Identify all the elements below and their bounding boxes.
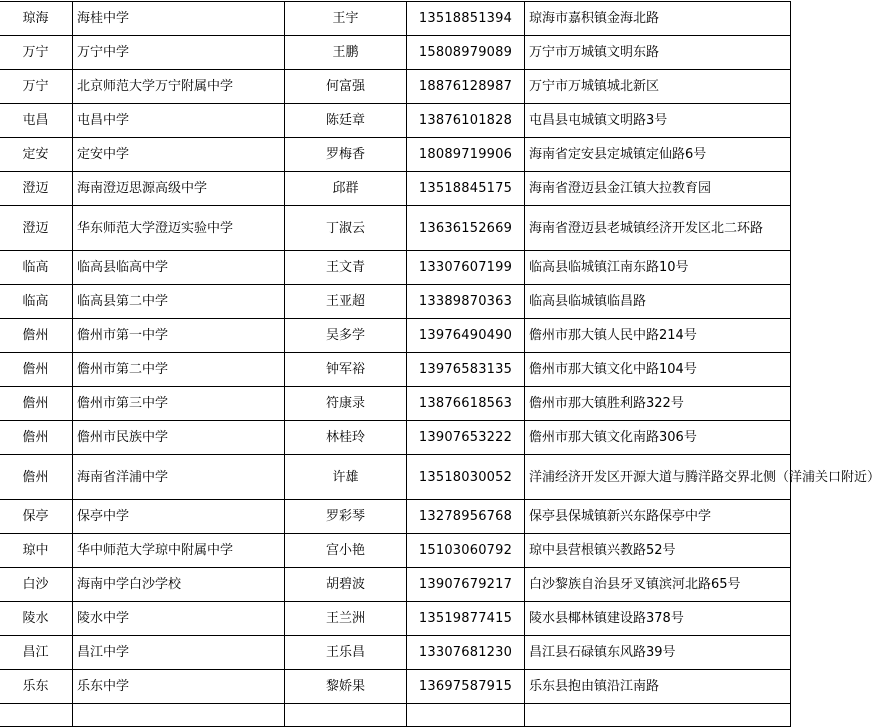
contact-name-cell: 王宇	[285, 2, 407, 36]
school-cell: 华中师范大学琼中附属中学	[73, 534, 285, 568]
school-cell: 海南澄迈思源高级中学	[73, 172, 285, 206]
phone-cell: 13519877415	[407, 602, 525, 636]
school-cell	[73, 704, 285, 727]
school-cell: 海南中学白沙学校	[73, 568, 285, 602]
table-row	[0, 455, 791, 500]
address-cell: 临高县临城镇江南东路10号	[525, 251, 791, 285]
address-cell: 儋州市那大镇人民中路214号	[525, 319, 791, 353]
table-row	[0, 104, 791, 138]
region-cell: 陵水	[0, 602, 73, 636]
region-cell: 临高	[0, 251, 73, 285]
address-cell: 乐东县抱由镇沿江南路	[525, 670, 791, 704]
address-cell: 保亭县保城镇新兴东路保亭中学	[525, 500, 791, 534]
address-cell: 琼海市嘉积镇金海北路	[525, 2, 791, 36]
table-row	[0, 704, 791, 727]
table-row	[0, 138, 791, 172]
school-cell: 屯昌中学	[73, 104, 285, 138]
school-cell: 陵水中学	[73, 602, 285, 636]
region-cell: 乐东	[0, 670, 73, 704]
phone-cell: 13518030052	[407, 455, 525, 500]
contact-name-cell: 许雄	[285, 455, 407, 500]
contact-name-cell: 罗梅香	[285, 138, 407, 172]
region-cell: 儋州	[0, 455, 73, 500]
address-cell: 儋州市那大镇胜利路322号	[525, 387, 791, 421]
region-cell: 儋州	[0, 387, 73, 421]
phone-cell: 13697587915	[407, 670, 525, 704]
region-cell: 儋州	[0, 421, 73, 455]
region-cell: 万宁	[0, 70, 73, 104]
table-row	[0, 568, 791, 602]
school-cell: 儋州市第二中学	[73, 353, 285, 387]
address-cell: 海南省定安县定城镇定仙路6号	[525, 138, 791, 172]
region-cell: 屯昌	[0, 104, 73, 138]
contact-name-cell: 陈廷章	[285, 104, 407, 138]
address-cell: 万宁市万城镇城北新区	[525, 70, 791, 104]
contact-name-cell: 王乐昌	[285, 636, 407, 670]
address-cell: 海南省澄迈县老城镇经济开发区北二环路	[525, 206, 791, 251]
contact-name-cell: 黎娇果	[285, 670, 407, 704]
table-row	[0, 285, 791, 319]
table-row	[0, 353, 791, 387]
contact-name-cell: 王兰洲	[285, 602, 407, 636]
region-cell: 保亭	[0, 500, 73, 534]
contact-name-cell: 丁淑云	[285, 206, 407, 251]
phone-cell: 15103060792	[407, 534, 525, 568]
table-row	[0, 636, 791, 670]
school-cell: 昌江中学	[73, 636, 285, 670]
contact-table	[0, 1, 880, 727]
address-cell: 海南省澄迈县金江镇大拉教育园	[525, 172, 791, 206]
school-cell: 儋州市第三中学	[73, 387, 285, 421]
phone-cell: 13907679217	[407, 568, 525, 602]
region-cell: 澄迈	[0, 206, 73, 251]
school-cell: 乐东中学	[73, 670, 285, 704]
region-cell	[0, 704, 73, 727]
school-cell: 万宁中学	[73, 36, 285, 70]
region-cell: 昌江	[0, 636, 73, 670]
address-cell: 屯昌县屯城镇文明路3号	[525, 104, 791, 138]
table-row	[0, 534, 791, 568]
contact-name-cell: 罗彩琴	[285, 500, 407, 534]
school-cell: 儋州市民族中学	[73, 421, 285, 455]
address-cell	[525, 704, 791, 727]
contact-name-cell: 邱群	[285, 172, 407, 206]
phone-cell: 13907653222	[407, 421, 525, 455]
table-row	[0, 251, 791, 285]
table-row	[0, 421, 791, 455]
region-cell: 白沙	[0, 568, 73, 602]
table-row	[0, 319, 791, 353]
school-cell: 儋州市第一中学	[73, 319, 285, 353]
address-cell: 临高县临城镇临昌路	[525, 285, 791, 319]
school-cell: 临高县第二中学	[73, 285, 285, 319]
school-cell: 海南省洋浦中学	[73, 455, 285, 500]
address-cell: 洋浦经济开发区开源大道与腾洋路交界北侧（洋浦关口附近）	[525, 455, 791, 500]
contact-name-cell: 王鹏	[285, 36, 407, 70]
contact-name-cell: 何富强	[285, 70, 407, 104]
address-cell: 儋州市那大镇文化中路104号	[525, 353, 791, 387]
phone-cell: 13636152669	[407, 206, 525, 251]
address-cell: 白沙黎族自治县牙叉镇滨河北路65号	[525, 568, 791, 602]
school-cell: 北京师范大学万宁附属中学	[73, 70, 285, 104]
region-cell: 定安	[0, 138, 73, 172]
table-row	[0, 387, 791, 421]
phone-cell: 13976583135	[407, 353, 525, 387]
phone-cell: 13278956768	[407, 500, 525, 534]
phone-cell: 15808979089	[407, 36, 525, 70]
region-cell: 儋州	[0, 353, 73, 387]
phone-cell: 13876101828	[407, 104, 525, 138]
school-cell: 海桂中学	[73, 2, 285, 36]
school-cell: 华东师范大学澄迈实验中学	[73, 206, 285, 251]
table-row	[0, 172, 791, 206]
region-cell: 琼中	[0, 534, 73, 568]
phone-cell: 18089719906	[407, 138, 525, 172]
phone-cell: 13976490490	[407, 319, 525, 353]
phone-cell	[407, 704, 525, 727]
contact-name-cell: 钟军裕	[285, 353, 407, 387]
address-cell: 陵水县椰林镇建设路378号	[525, 602, 791, 636]
table-row	[0, 2, 791, 36]
school-cell: 临高县临高中学	[73, 251, 285, 285]
phone-cell: 13518845175	[407, 172, 525, 206]
phone-cell: 13518851394	[407, 2, 525, 36]
region-cell: 儋州	[0, 319, 73, 353]
region-cell: 琼海	[0, 2, 73, 36]
contact-name-cell: 王文青	[285, 251, 407, 285]
region-cell: 万宁	[0, 36, 73, 70]
table-body	[0, 2, 880, 727]
address-cell: 万宁市万城镇文明东路	[525, 36, 791, 70]
phone-cell: 13307607199	[407, 251, 525, 285]
contact-name-cell: 林桂玲	[285, 421, 407, 455]
table-row	[0, 206, 791, 251]
address-cell: 儋州市那大镇文化南路306号	[525, 421, 791, 455]
school-cell: 保亭中学	[73, 500, 285, 534]
address-cell: 琼中县营根镇兴教路52号	[525, 534, 791, 568]
table-row	[0, 36, 791, 70]
contact-name-cell: 王亚超	[285, 285, 407, 319]
contact-name-cell	[285, 704, 407, 727]
phone-cell: 13307681230	[407, 636, 525, 670]
school-cell: 定安中学	[73, 138, 285, 172]
contact-name-cell: 符康录	[285, 387, 407, 421]
contact-name-cell: 吴多学	[285, 319, 407, 353]
phone-cell: 18876128987	[407, 70, 525, 104]
region-cell: 临高	[0, 285, 73, 319]
phone-cell: 13389870363	[407, 285, 525, 319]
address-cell: 昌江县石碌镇东风路39号	[525, 636, 791, 670]
region-cell: 澄迈	[0, 172, 73, 206]
table-row	[0, 670, 791, 704]
table-row	[0, 602, 791, 636]
phone-cell: 13876618563	[407, 387, 525, 421]
contact-name-cell: 宫小艳	[285, 534, 407, 568]
table-row	[0, 70, 791, 104]
contact-name-cell: 胡碧波	[285, 568, 407, 602]
table-row	[0, 500, 791, 534]
